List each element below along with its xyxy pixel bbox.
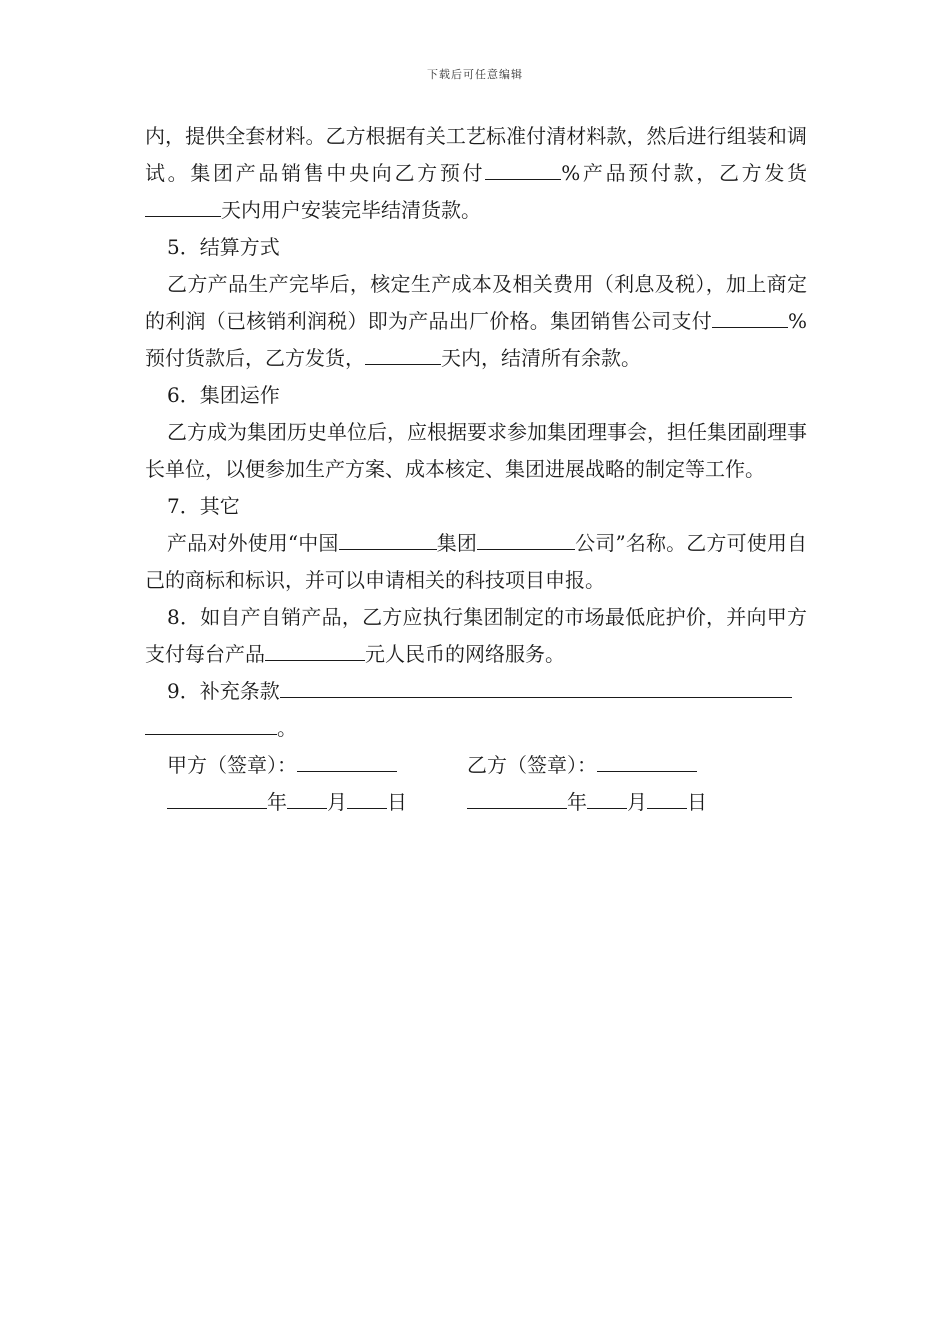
blank-settle-days[interactable] [365, 342, 441, 365]
contract-body [145, 118, 807, 821]
paragraph-other: 产品对外使用“中国 集团 公司”名称。乙方可使用自己的商标和标识，并可以申请相关的科技项目申报。 [145, 525, 807, 599]
party-a-month-field[interactable] [287, 786, 327, 809]
blank-delivery-days[interactable] [145, 194, 221, 217]
paragraph-payment: 内，提供全套材料。乙方根据有关工艺标准付清材料款，然后进行组装和调试。集团产品销售中央向乙方预付 %产品预付款，乙方发货天内用户安装完毕结清货款。 [145, 124, 808, 222]
party-a-signature: 甲方（签章）： [167, 747, 467, 784]
party-a-signature-field[interactable] [297, 749, 397, 772]
party-b-month-field[interactable] [587, 786, 627, 809]
blank-china-name[interactable] [339, 527, 437, 550]
section-title-other: 7．其它 [167, 494, 240, 518]
party-b-date: 年 月 日 [467, 784, 767, 821]
paragraph-supplement: 9．补充条款 [145, 673, 807, 710]
blank-supplement-line2[interactable] [145, 712, 277, 735]
blank-prepay-percent[interactable] [485, 157, 561, 180]
paragraph-supplement-cont: 。 [145, 710, 807, 747]
party-b-signature-field[interactable] [597, 749, 697, 772]
party-b-day-field[interactable] [647, 786, 687, 809]
blank-service-fee[interactable] [265, 638, 365, 661]
paragraph-group-operation: 乙方成为集团历史单位后，应根据要求参加集团理事会，担任集团副理事长单位，以便参加生产方案、成本核定、集团进展战略的制定等工作。 [145, 420, 807, 481]
party-a-year-field[interactable] [167, 786, 267, 809]
paragraph-settlement: 乙方产品生产完毕后，核定生产成本及相关费用（利息及税），加上商定的利润（已核销利润税）即为产品出厂价格。集团销售公司支付 %预付货款后，乙方发货， 天内，结清所有余款。 [145, 272, 807, 370]
party-b-signature: 乙方（签章）： [467, 747, 767, 784]
section-title-settlement: 5．结算方式 [167, 235, 280, 259]
signature-row [145, 747, 807, 784]
party-a-day-field[interactable] [347, 786, 387, 809]
date-row [145, 784, 807, 821]
section-title-group-operation: 6．集团运作 [167, 383, 280, 407]
party-a-date: 年 月 日 [167, 784, 467, 821]
party-b-year-field[interactable] [467, 786, 567, 809]
page-header: 下载后可任意编辑 [427, 68, 523, 81]
blank-settle-percent[interactable] [712, 305, 788, 328]
blank-company-name[interactable] [477, 527, 575, 550]
paragraph-pricing: 8．如自产自销产品，乙方应执行集团制定的市场最低庇护价，并向甲方支付每台产品 元人民币的网络服务。 [145, 605, 807, 666]
blank-supplement-line1[interactable] [280, 675, 792, 698]
